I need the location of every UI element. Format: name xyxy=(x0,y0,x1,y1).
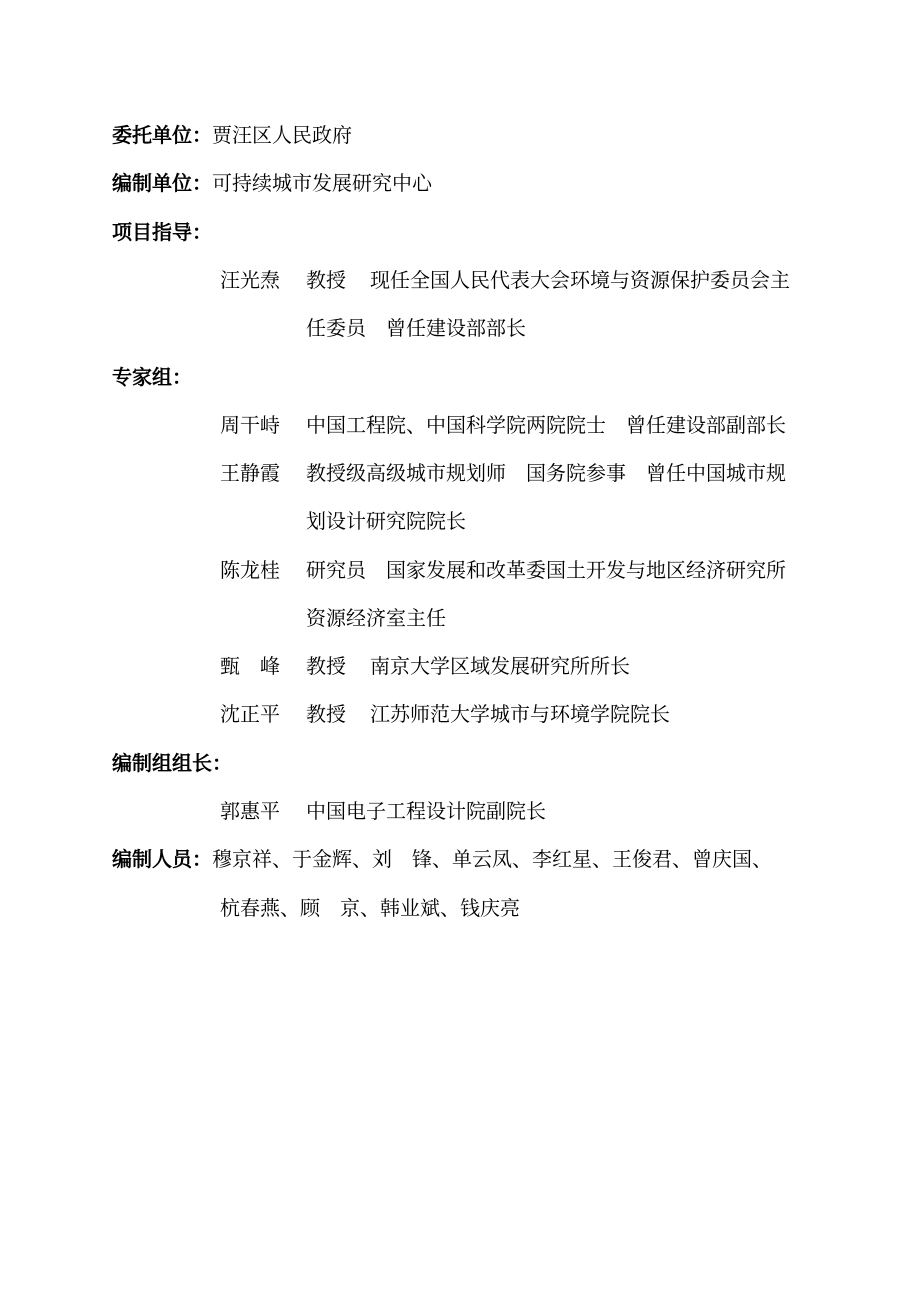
expert-name: 沈正平 xyxy=(220,702,280,726)
staff-row-2 xyxy=(220,894,520,922)
experts-label: 专家组： xyxy=(112,365,192,389)
compiler-row xyxy=(112,169,432,197)
expert-title: 教授 xyxy=(306,702,346,726)
expert-desc-2: 资源经济室主任 xyxy=(306,606,446,630)
guidance-label-row xyxy=(112,218,212,246)
expert-desc: 中国工程院、中国科学院两院院士 曾任建设部副部长 xyxy=(306,413,786,437)
expert-title: 教授 xyxy=(306,654,346,678)
expert-desc: 教授级高级城市规划师 国务院参事 曾任中国城市规 xyxy=(306,461,786,485)
team-leader-name: 郭惠平 xyxy=(220,799,280,823)
expert-name: 陈龙桂 xyxy=(220,558,280,582)
expert-row xyxy=(0,459,920,487)
client-row xyxy=(112,121,352,149)
staff-label: 编制人员： xyxy=(112,847,212,871)
experts-label-row xyxy=(112,363,192,391)
client-value: 贾汪区人民政府 xyxy=(212,123,352,147)
expert-desc-continuation xyxy=(306,604,446,632)
guidance-person-desc-1: 现任全国人民代表大会环境与资源保护委员会主 xyxy=(370,268,790,292)
expert-desc-continuation xyxy=(306,507,466,535)
guidance-person-row xyxy=(0,266,920,294)
expert-desc: 研究员 国家发展和改革委国土开发与地区经济研究所 xyxy=(306,558,786,582)
expert-name: 甄 峰 xyxy=(220,654,280,678)
compiler-value: 可持续城市发展研究中心 xyxy=(212,171,432,195)
expert-desc: 江苏师范大学城市与环境学院院长 xyxy=(370,702,670,726)
expert-row xyxy=(0,556,920,584)
guidance-person-name: 汪光焘 xyxy=(220,268,280,292)
expert-desc: 南京大学区域发展研究所所长 xyxy=(370,654,630,678)
guidance-person-desc-2: 任委员 曾任建设部部长 xyxy=(306,316,526,340)
compiler-label: 编制单位： xyxy=(112,171,212,195)
staff-list-1: 穆京祥、于金辉、刘 锋、单云凤、李红星、王俊君、曾庆国、 xyxy=(212,847,772,871)
guidance-label: 项目指导： xyxy=(112,220,212,244)
expert-name: 周干峙 xyxy=(220,413,280,437)
expert-name: 王静霞 xyxy=(220,461,280,485)
expert-row xyxy=(0,411,920,439)
team-leader-row xyxy=(0,797,920,825)
team-leader-label-row xyxy=(112,749,232,777)
guidance-person-title: 教授 xyxy=(306,268,346,292)
guidance-person-desc-row-2 xyxy=(306,314,526,342)
staff-row xyxy=(112,845,772,873)
team-leader-label: 编制组组长： xyxy=(112,751,232,775)
client-label: 委托单位： xyxy=(112,123,212,147)
staff-list-2: 杭春燕、顾 京、韩业斌、钱庆亮 xyxy=(220,896,520,920)
team-leader-desc: 中国电子工程设计院副院长 xyxy=(306,799,546,823)
expert-row xyxy=(0,700,920,728)
expert-desc-2: 划设计研究院院长 xyxy=(306,509,466,533)
expert-row xyxy=(0,652,920,680)
